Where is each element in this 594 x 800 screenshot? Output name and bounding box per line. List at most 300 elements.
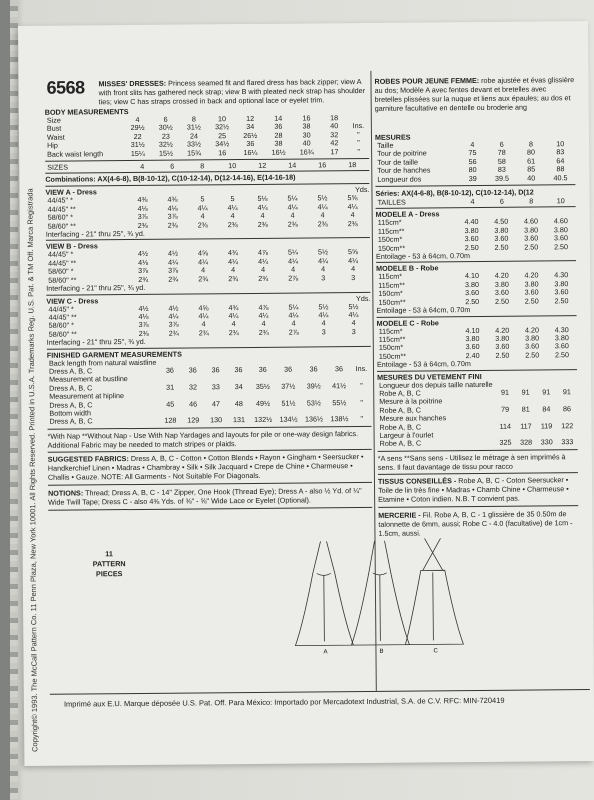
cell-value: 25 bbox=[218, 131, 227, 141]
cell-value: 4¼ bbox=[317, 202, 328, 212]
cell-value: 16¾ bbox=[299, 147, 314, 157]
cell-value: 2⅜ bbox=[257, 219, 268, 229]
cell-value: 2⅜ bbox=[227, 219, 238, 229]
cell-value: 36 bbox=[274, 122, 283, 132]
cell-value: 3.60 bbox=[495, 342, 510, 352]
fabrics-title: SUGGESTED FABRICS: bbox=[47, 453, 129, 464]
row-label: Bust bbox=[46, 124, 62, 134]
cell-value: 5½ bbox=[317, 247, 329, 257]
cell-value: 88 bbox=[556, 164, 565, 174]
cell-value: 4 bbox=[291, 318, 296, 328]
cell-value: 5¼ bbox=[287, 248, 299, 258]
cell-value: 3.80 bbox=[464, 279, 480, 289]
cell-value: 4 bbox=[470, 140, 475, 150]
cell-value: 2.50 bbox=[554, 349, 570, 360]
unit-cell: Ins. bbox=[352, 121, 365, 131]
cell-value: 4¼ bbox=[228, 310, 239, 321]
dress-a-waist bbox=[317, 573, 331, 575]
sens-note: *A sens **Sans sens - Utilisez le métrage à sen imprimés à sens. Il faut davantage de tissu pour racco bbox=[377, 452, 566, 472]
row-label: Dress A, B, C bbox=[49, 416, 93, 427]
row-label: Longueur dos bbox=[377, 174, 422, 184]
cell-value: 42 bbox=[330, 138, 339, 148]
cell-value: 4 bbox=[470, 197, 475, 207]
cell-value: 114 bbox=[499, 421, 512, 431]
row-label: Mesure aux hanches bbox=[379, 413, 447, 424]
pieces-label-2: PIECES bbox=[95, 569, 123, 579]
row-label: TAILLES bbox=[377, 197, 406, 207]
row-label: 150cm** bbox=[377, 243, 406, 253]
row-label: Measurement at bustline bbox=[49, 374, 128, 385]
cell-value: 3.60 bbox=[524, 287, 539, 297]
row-label: Dress A, B, C bbox=[48, 366, 93, 376]
row-label: 58/60" * bbox=[47, 212, 74, 222]
import-line: Imprimé aux E.U. Marque déposée U.S. Pat. Off. Para México: Importado por Mercadotext Industrial, S.A. de C.V. RFC: MIN-720419 bbox=[63, 695, 505, 709]
cell-value: 36 bbox=[258, 364, 267, 374]
cell-value: 3.80 bbox=[554, 333, 569, 343]
unit-cell: " bbox=[360, 414, 364, 424]
cell-value: 51½ bbox=[281, 398, 296, 408]
cell-value: 3 bbox=[321, 273, 326, 283]
cell-value: 26½ bbox=[243, 130, 258, 140]
cell-value: 4.30 bbox=[554, 324, 569, 334]
right-column bbox=[375, 131, 579, 538]
cell-value: 4.20 bbox=[524, 324, 540, 335]
cell-value: 5 bbox=[200, 194, 205, 204]
cell-value: 330 bbox=[540, 437, 553, 447]
dress-c-outline bbox=[405, 570, 464, 645]
cell-value: 78 bbox=[497, 148, 506, 158]
body-measurements-table bbox=[45, 114, 369, 159]
row-label: Waist bbox=[46, 132, 65, 142]
row-label: Back length from natural waistline bbox=[48, 357, 157, 368]
cell-value: 2⅜ bbox=[167, 220, 178, 230]
row-label: 115cm* bbox=[378, 326, 403, 336]
cell-value: 3.80 bbox=[494, 225, 509, 235]
model-title: MODELE B - Robe bbox=[376, 263, 439, 274]
cell-value: 4 bbox=[321, 264, 326, 274]
cell-value: 2⅜ bbox=[138, 328, 149, 338]
row-label: Taille bbox=[377, 140, 394, 150]
cell-value: 3⅞ bbox=[138, 320, 149, 330]
cell-value: 4¼ bbox=[258, 256, 269, 266]
unit-cell: " bbox=[357, 138, 360, 148]
cell-value: 2.50 bbox=[525, 350, 540, 360]
cell-value: 4½ bbox=[168, 303, 179, 313]
pieces-label-1: PATTERN bbox=[92, 559, 126, 569]
finished-table bbox=[47, 356, 372, 426]
cell-value: 32½ bbox=[215, 122, 230, 132]
cell-value: 4¼ bbox=[198, 257, 209, 267]
cell-value: 34 bbox=[246, 122, 255, 132]
torn-edge bbox=[0, 0, 14, 800]
series: Séries: AX(4-6-8), B(8-10-12), C(10-12-14), D(12 bbox=[375, 187, 534, 198]
cell-value: 4 bbox=[231, 265, 236, 275]
row-label: 115cm* bbox=[378, 272, 403, 282]
bottom-rule bbox=[50, 689, 590, 695]
cell-value: 2.50 bbox=[524, 242, 539, 252]
cell-value: 325 bbox=[499, 438, 512, 448]
cell-value: 3.60 bbox=[465, 342, 480, 352]
row-label: 150cm* bbox=[378, 342, 404, 353]
row-label: 150cm* bbox=[377, 234, 403, 245]
figure-label-c: C bbox=[433, 648, 438, 655]
cell-value: 3.80 bbox=[464, 225, 479, 235]
cell-value: 10 bbox=[556, 139, 565, 149]
cell-value: 4 bbox=[350, 210, 355, 220]
cell-value: 91 bbox=[542, 387, 551, 397]
cell-value: 83 bbox=[556, 147, 565, 157]
cell-value: 38 bbox=[302, 121, 311, 131]
cell-value: 4 bbox=[230, 211, 235, 221]
cell-value: 4.20 bbox=[524, 270, 539, 281]
interfacing-note: Interfacing - 21" thru 25", ¾ yd. bbox=[46, 282, 146, 293]
cell-value: 4⅛ bbox=[138, 311, 149, 321]
cell-value: 129 bbox=[187, 415, 200, 425]
cell-value: 4 bbox=[321, 318, 326, 328]
cell-value: 4.10 bbox=[465, 325, 480, 335]
cell-value: 10 bbox=[556, 196, 565, 206]
cell-value: 12 bbox=[258, 160, 267, 170]
cell-value: 3⅞ bbox=[138, 266, 149, 276]
cell-value: 32 bbox=[188, 382, 197, 392]
model-table bbox=[377, 326, 577, 361]
dress-b-waist bbox=[373, 573, 387, 575]
cell-value: 8 bbox=[200, 161, 205, 171]
cell-value: 4½ bbox=[137, 249, 149, 259]
cell-value: 2¾ bbox=[198, 274, 209, 284]
cell-value: 14 bbox=[288, 160, 297, 170]
cell-value: 3.80 bbox=[524, 279, 539, 289]
cell-value: 56 bbox=[468, 156, 477, 166]
cell-value: 3.60 bbox=[553, 233, 569, 243]
cell-value: 2.50 bbox=[553, 241, 569, 251]
cell-value: 39½ bbox=[306, 381, 321, 391]
model-title: MODELE A - Dress bbox=[375, 209, 440, 220]
cell-value: 36 bbox=[234, 364, 243, 375]
cell-value: 2⅜ bbox=[287, 219, 298, 229]
cell-value: 24 bbox=[189, 131, 199, 141]
unit-cell: " bbox=[357, 146, 360, 156]
cell-value: 3.60 bbox=[464, 234, 479, 244]
view-name: VIEW C - Dress bbox=[46, 295, 99, 306]
cell-value: 2.50 bbox=[494, 242, 509, 252]
row-label: Largeur à l'ourlet bbox=[379, 430, 434, 440]
cell-value: 75 bbox=[468, 148, 477, 158]
row-label: Tour de hanches bbox=[377, 165, 431, 176]
french-title: ROBES POUR JEUNE FEMME: bbox=[374, 75, 480, 86]
cell-value: 4 bbox=[351, 318, 356, 328]
cell-value: 16 bbox=[302, 113, 311, 123]
cell-value: 39 bbox=[468, 173, 477, 183]
cell-value: 36 bbox=[284, 364, 293, 374]
row-label: 115cm** bbox=[378, 334, 406, 344]
row-label: 58/60" ** bbox=[48, 329, 77, 339]
pattern-pieces-label bbox=[93, 549, 126, 579]
mesures-title: MESURES bbox=[374, 132, 411, 142]
description-title: MISSES' DRESSES: bbox=[98, 78, 167, 89]
cell-value: 16¼ bbox=[243, 147, 258, 157]
cell-value: 36 bbox=[165, 365, 174, 375]
view-table bbox=[45, 194, 367, 230]
row-label: Mesure à la poitrine bbox=[379, 396, 443, 407]
cell-value: 4¼ bbox=[347, 201, 358, 211]
cell-value: 6 bbox=[499, 139, 504, 149]
mercerie-title: MERCERIE - bbox=[378, 510, 421, 520]
cell-value: 333 bbox=[561, 437, 574, 447]
pieces-count: 11 bbox=[105, 549, 113, 559]
row-label: 150cm** bbox=[378, 351, 407, 361]
cell-value: 4¼ bbox=[168, 257, 179, 267]
table-row bbox=[375, 174, 575, 184]
tailles-row bbox=[376, 197, 576, 207]
cell-value: 6 bbox=[170, 161, 175, 171]
cell-value: 45 bbox=[166, 399, 175, 409]
cell-value: 132½ bbox=[254, 415, 273, 425]
cell-value: 128 bbox=[164, 416, 177, 426]
cell-value: 122 bbox=[561, 420, 574, 430]
row-label: Measurement at hipline bbox=[49, 391, 124, 401]
cell-value: 35½ bbox=[255, 381, 270, 391]
fini-table bbox=[377, 380, 578, 449]
cell-value: 33½ bbox=[186, 139, 202, 149]
models-yardage bbox=[376, 207, 577, 370]
cell-value: 4½ bbox=[138, 303, 149, 313]
cell-value: 18 bbox=[348, 160, 357, 170]
cell-value: 4 bbox=[135, 114, 140, 124]
cell-value: 4⅞ bbox=[258, 302, 269, 312]
cell-value: 5¼ bbox=[287, 194, 298, 204]
row-label: 44/45" * bbox=[48, 304, 74, 314]
cell-value: 10 bbox=[228, 161, 237, 171]
table-row bbox=[45, 148, 369, 159]
tissus bbox=[378, 475, 578, 504]
cell-value: 28 bbox=[274, 130, 283, 140]
cell-value: 3.80 bbox=[525, 333, 540, 343]
cell-value: 3⅞ bbox=[137, 212, 148, 222]
rule bbox=[48, 507, 372, 511]
cell-value: 4¼ bbox=[318, 310, 329, 320]
cell-value: 8 bbox=[528, 139, 533, 149]
cell-value: 81 bbox=[521, 404, 530, 414]
cell-value: 5½ bbox=[318, 301, 329, 311]
pattern-envelope-back bbox=[18, 21, 594, 766]
cell-value: 3⅞ bbox=[168, 319, 179, 330]
model-table bbox=[376, 272, 576, 307]
body-measurements-title: BODY MEASUREMENTS bbox=[44, 107, 129, 117]
cell-value: 2.40 bbox=[465, 350, 480, 360]
cell-value: 4½ bbox=[167, 249, 179, 259]
cell-value: 134½ bbox=[279, 414, 298, 425]
cell-value: 3.60 bbox=[494, 233, 509, 244]
cell-value: 4.40 bbox=[464, 217, 479, 227]
cell-value: 2¾ bbox=[168, 328, 179, 338]
cell-value: 3.60 bbox=[465, 288, 480, 298]
cell-value: 33 bbox=[211, 382, 220, 392]
cell-value: 91 bbox=[500, 387, 510, 397]
rule bbox=[378, 505, 578, 508]
cell-value: 2¾ bbox=[198, 328, 209, 338]
cell-value: 36 bbox=[246, 139, 255, 149]
cell-value: 5⅛ bbox=[257, 194, 268, 204]
unit-cell: " bbox=[360, 397, 363, 407]
cell-value: 117 bbox=[520, 421, 532, 431]
cell-value: 15¼ bbox=[130, 148, 145, 158]
cell-value: 138½ bbox=[330, 414, 349, 424]
cell-value: 3.60 bbox=[524, 233, 539, 243]
view-table bbox=[46, 302, 368, 338]
cell-value: 15¾ bbox=[187, 148, 202, 158]
cell-value: 41½ bbox=[332, 380, 347, 391]
cell-value: 40.5 bbox=[553, 172, 568, 182]
cell-value: 31 bbox=[166, 382, 175, 392]
view-name: VIEW A - Dress bbox=[45, 187, 97, 198]
cell-value: 31½ bbox=[186, 122, 201, 132]
row-label: Tour de poitrine bbox=[377, 148, 427, 159]
cell-value: 3.60 bbox=[554, 341, 569, 351]
row-label: 150cm* bbox=[378, 288, 403, 299]
entoilage-note: Entoilage - 53 à 64cm, 0.70m bbox=[376, 359, 471, 370]
rule bbox=[48, 482, 372, 486]
cell-value: 130 bbox=[210, 415, 223, 425]
left-column bbox=[45, 105, 373, 514]
entoilage-note: Entoilage - 53 à 64cm, 0.70m bbox=[376, 305, 471, 315]
description-text: Princess seamed fit and flared dress has back zipper; view A with front slits has gathered neck strap; view B with pleated neck strap has shoulder ties; view C has straps crossed in back and optional lace or eyelet trim. bbox=[98, 77, 366, 107]
cell-value: 34 bbox=[234, 381, 243, 391]
cell-value: 4 bbox=[260, 211, 265, 221]
description bbox=[98, 77, 368, 106]
view-name: VIEW B - Dress bbox=[45, 241, 98, 252]
table-row bbox=[378, 439, 578, 449]
cell-value: 2¾ bbox=[258, 327, 269, 337]
cell-value: 4¼ bbox=[228, 256, 239, 267]
cell-value: 23 bbox=[161, 131, 170, 141]
cell-value: 61 bbox=[527, 156, 536, 166]
interfacing-note: Interfacing - 21" thru 25", ¾ yd. bbox=[45, 228, 145, 239]
cell-value: 8 bbox=[529, 196, 534, 206]
entoilage-note: Entoilage - 53 à 64cm, 0.70m bbox=[375, 251, 470, 261]
cell-value: 29½ bbox=[130, 123, 145, 133]
row-label: Robe A, B, C bbox=[379, 405, 421, 415]
views-yardage bbox=[45, 183, 370, 347]
cell-value: 2.50 bbox=[524, 296, 539, 306]
cell-value: 3.60 bbox=[525, 341, 540, 351]
cell-value: 37½ bbox=[281, 381, 296, 391]
row-label: 44/45" ** bbox=[48, 312, 77, 322]
cell-value: 4.20 bbox=[495, 325, 510, 335]
combinations: Combinations: AX(4-6-8), B(8-10-12), C(10-12-14), D(12-14-16), E(14-16-18) bbox=[45, 173, 296, 185]
cell-value: 3.80 bbox=[553, 225, 568, 235]
row-label: Dress A, B, C bbox=[49, 383, 93, 393]
cell-value: 30½ bbox=[158, 123, 173, 133]
fabrics-text: Dress A, B, C - Cotton • Cotton Blends • Rayon • Gingham • Seersucker • Handkerchief Linen • Madras • Chambray • Silk • Silk Jacquard • Crepe de Chine • Charmeuse • Challis • Gauze. NOTE: All Garments - Not Suitable For Diagonals. bbox=[47, 451, 364, 482]
row-label: 44/45" * bbox=[47, 249, 74, 260]
cell-value: 4⅝ bbox=[197, 248, 209, 258]
cell-value: 4⅞ bbox=[257, 248, 269, 258]
row-label: Back waist length bbox=[47, 148, 104, 159]
cell-value: 136½ bbox=[304, 414, 324, 424]
cell-value: 4¼ bbox=[318, 256, 329, 266]
cell-value: 5⅝ bbox=[347, 193, 358, 203]
cell-value: 4¼ bbox=[287, 202, 298, 212]
row-label: Hip bbox=[47, 140, 58, 150]
dress-c-straps bbox=[422, 538, 442, 570]
cell-value: 4.10 bbox=[464, 271, 479, 281]
row-label: 58/60" * bbox=[48, 266, 74, 277]
cell-value: 10 bbox=[217, 114, 227, 124]
cell-value: 3.60 bbox=[554, 287, 569, 297]
tissus-title: TISSUS CONSEILLÉS - bbox=[377, 475, 457, 486]
cell-value: 2¾ bbox=[168, 274, 179, 284]
cell-value: 58 bbox=[497, 156, 506, 166]
table-row bbox=[376, 197, 576, 207]
cell-value: 4.30 bbox=[554, 270, 569, 280]
cell-value: 2.50 bbox=[495, 350, 510, 360]
notions bbox=[48, 486, 372, 507]
row-label: 115cm** bbox=[378, 280, 405, 290]
row-label: Longueur dos depuis taille naturelle bbox=[379, 379, 493, 390]
cell-value: 2⅜ bbox=[137, 220, 148, 230]
cell-value: 4 bbox=[201, 265, 206, 275]
table-row bbox=[47, 415, 371, 426]
cell-value: 5¼ bbox=[288, 302, 299, 312]
cell-value: 16½ bbox=[271, 147, 286, 157]
interfacing-note: Interfacing - 21" thru 25", ¾ yd. bbox=[46, 337, 146, 347]
cell-value: 2⅞ bbox=[288, 327, 299, 337]
cell-value: 4.60 bbox=[523, 216, 539, 227]
unit-cell: " bbox=[360, 380, 363, 390]
french-description bbox=[374, 75, 574, 113]
cell-value: 4.20 bbox=[494, 271, 509, 281]
cell-value: 12 bbox=[246, 113, 255, 124]
cell-value: 4⅜ bbox=[137, 195, 148, 205]
copyright-line: Copyright© 1993. The McCall Pattern Co. 11 Penn Plaza, New York 10001. All Rights Reserved. Printed in U.S.A. Trademarks Reg. U.S. Pat. & TM Off. Marca Registrada bbox=[25, 188, 40, 752]
row-label: 58/60" * bbox=[48, 320, 74, 331]
cell-value: 40 bbox=[302, 138, 311, 148]
row-label: 44/45" * bbox=[47, 195, 73, 206]
cell-value: 32½ bbox=[158, 139, 173, 149]
cell-value: 85 bbox=[527, 164, 536, 174]
cell-value: 4 bbox=[261, 319, 266, 329]
cell-value: 46 bbox=[189, 399, 198, 409]
cell-value: 4⅛ bbox=[138, 257, 149, 267]
cell-value: 80 bbox=[526, 147, 536, 157]
cell-value: 4 bbox=[261, 265, 266, 275]
cell-value: 14 bbox=[274, 113, 283, 123]
cell-value: 53½ bbox=[306, 397, 321, 408]
cell-value: 15½ bbox=[158, 148, 173, 158]
row-label: Robe A, B, C bbox=[379, 438, 422, 449]
cell-value: 38 bbox=[274, 138, 283, 148]
cell-value: 34½ bbox=[215, 139, 230, 149]
cell-value: 4¼ bbox=[198, 311, 209, 321]
cell-value: 4⅜ bbox=[167, 195, 178, 205]
row-label: 58/60" ** bbox=[47, 221, 76, 231]
cell-value: 6 bbox=[163, 114, 168, 124]
dress-c-seam bbox=[433, 572, 434, 640]
cell-value: 31½ bbox=[130, 140, 145, 150]
cell-value: 22 bbox=[133, 131, 142, 141]
cell-value: 2¾ bbox=[228, 327, 239, 337]
cell-value: 5½ bbox=[317, 193, 328, 203]
cell-value: 3.80 bbox=[465, 333, 480, 344]
cell-value: 4¾ bbox=[227, 248, 239, 258]
cell-value: 49½ bbox=[255, 398, 271, 408]
suggested-fabrics bbox=[48, 452, 372, 482]
dress-a-seam bbox=[324, 575, 325, 641]
dress-b-seam bbox=[380, 575, 381, 641]
row-label: Tour de taille bbox=[377, 157, 419, 167]
view-unit: Yds. bbox=[355, 293, 371, 303]
